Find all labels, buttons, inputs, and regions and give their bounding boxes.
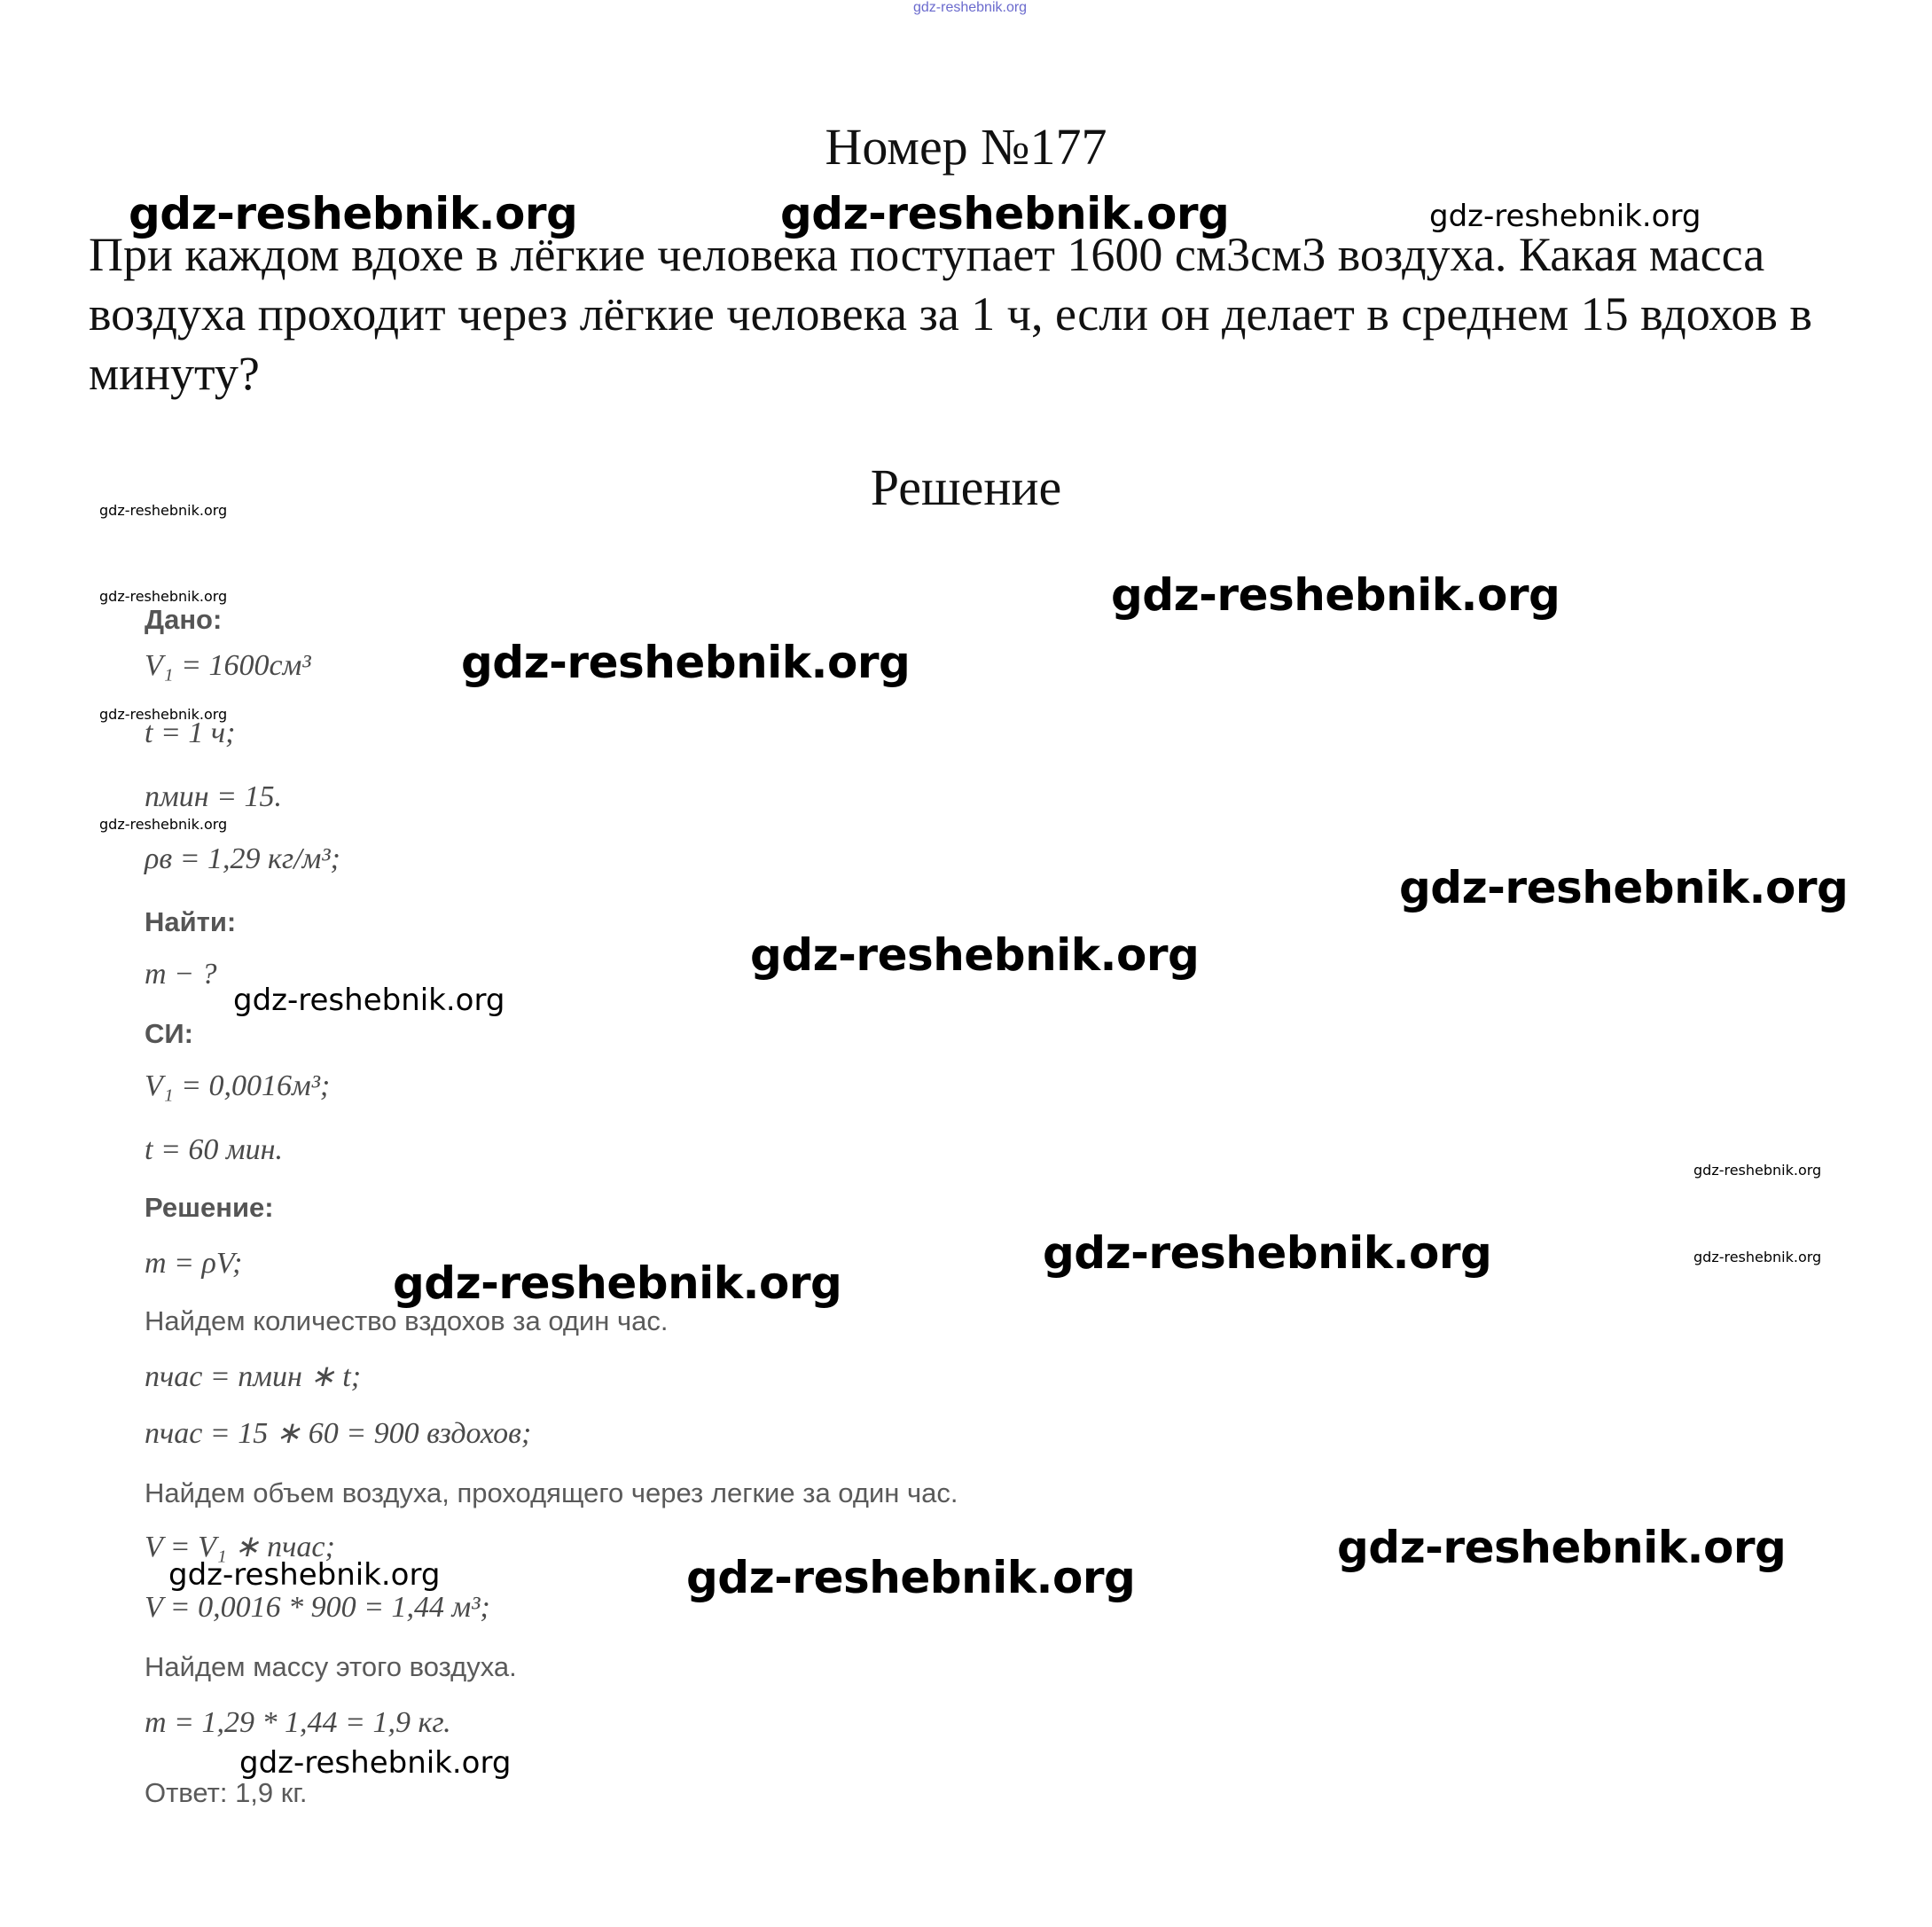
- text-mass: Найдем массу этого воздуха.: [145, 1651, 517, 1682]
- text-volume: Найдем объем воздуха, проходящего через легкие за один час.: [145, 1477, 958, 1508]
- watermark: gdz-reshebnik.org: [168, 1557, 441, 1593]
- problem-text: При каждом вдохе в лёгкие человека поступает 1600 см3см3 воздуха. Какая масса воздуха проходит через лёгкие человека за 1 ч, если он делает в среднем 15 вдохов в минуту?: [89, 228, 1812, 400]
- watermark: gdz-reshebnik.org: [686, 1552, 1136, 1603]
- v-formula: V = V₁ ∗ nчас;: [145, 1531, 335, 1563]
- m-calc: m = 1,29 * 1,44 = 1,9 кг.: [145, 1706, 451, 1739]
- watermark: gdz-reshebnik.org: [1111, 569, 1560, 621]
- text-count-breaths: Найдем количество вздохов за один час.: [145, 1305, 669, 1336]
- watermark: gdz-reshebnik.org: [1337, 1522, 1787, 1573]
- watermark: gdz-reshebnik.org: [239, 1745, 512, 1781]
- watermark: gdz-reshebnik.org: [1693, 1249, 1822, 1265]
- find-m: m − ?: [145, 958, 217, 991]
- given-t: t = 1 ч;: [145, 717, 236, 749]
- solution-heading: Решение: [870, 458, 1062, 516]
- solution-label: Решение:: [145, 1192, 274, 1223]
- n-hour-formula: nчас = nмин ∗ t;: [145, 1360, 362, 1393]
- watermark: gdz-reshebnik.org: [780, 188, 1230, 239]
- si-t: t = 60 мин.: [145, 1133, 283, 1166]
- watermark: gdz-reshebnik.org: [99, 706, 228, 723]
- header-source-url[interactable]: gdz-reshebnik.org: [913, 0, 1028, 15]
- given-label: Дано:: [145, 604, 223, 635]
- watermark: gdz-reshebnik.org: [99, 502, 228, 519]
- solution-formula: m = ρV;: [145, 1247, 243, 1280]
- watermark: gdz-reshebnik.org: [129, 188, 578, 239]
- watermark: gdz-reshebnik.org: [1429, 199, 1701, 234]
- given-rho: ρв = 1,29 кг/м³;: [145, 842, 340, 875]
- given-n-min: nмин = 15.: [145, 780, 283, 813]
- find-label: Найти:: [145, 906, 237, 937]
- si-v1: V₁ = 0,0016м³;: [145, 1069, 331, 1102]
- watermark: gdz-reshebnik.org: [99, 588, 228, 605]
- n-hour-calc: nчас = 15 ∗ 60 = 900 вздохов;: [145, 1417, 532, 1450]
- watermark: gdz-reshebnik.org: [99, 816, 228, 833]
- watermark: gdz-reshebnik.org: [393, 1257, 842, 1309]
- watermark: gdz-reshebnik.org: [750, 929, 1200, 981]
- watermark: gdz-reshebnik.org: [1399, 862, 1849, 913]
- v-calc: V = 0,0016 * 900 = 1,44 м³;: [145, 1591, 490, 1624]
- watermark: gdz-reshebnik.org: [461, 637, 911, 688]
- si-label: СИ:: [145, 1018, 193, 1049]
- watermark: gdz-reshebnik.org: [1043, 1227, 1492, 1279]
- page-title: Номер №177: [825, 118, 1107, 176]
- watermark: gdz-reshebnik.org: [233, 983, 505, 1018]
- watermark: gdz-reshebnik.org: [1693, 1162, 1822, 1179]
- given-v1: V₁ = 1600см³: [145, 649, 311, 682]
- answer: Ответ: 1,9 кг.: [145, 1777, 308, 1808]
